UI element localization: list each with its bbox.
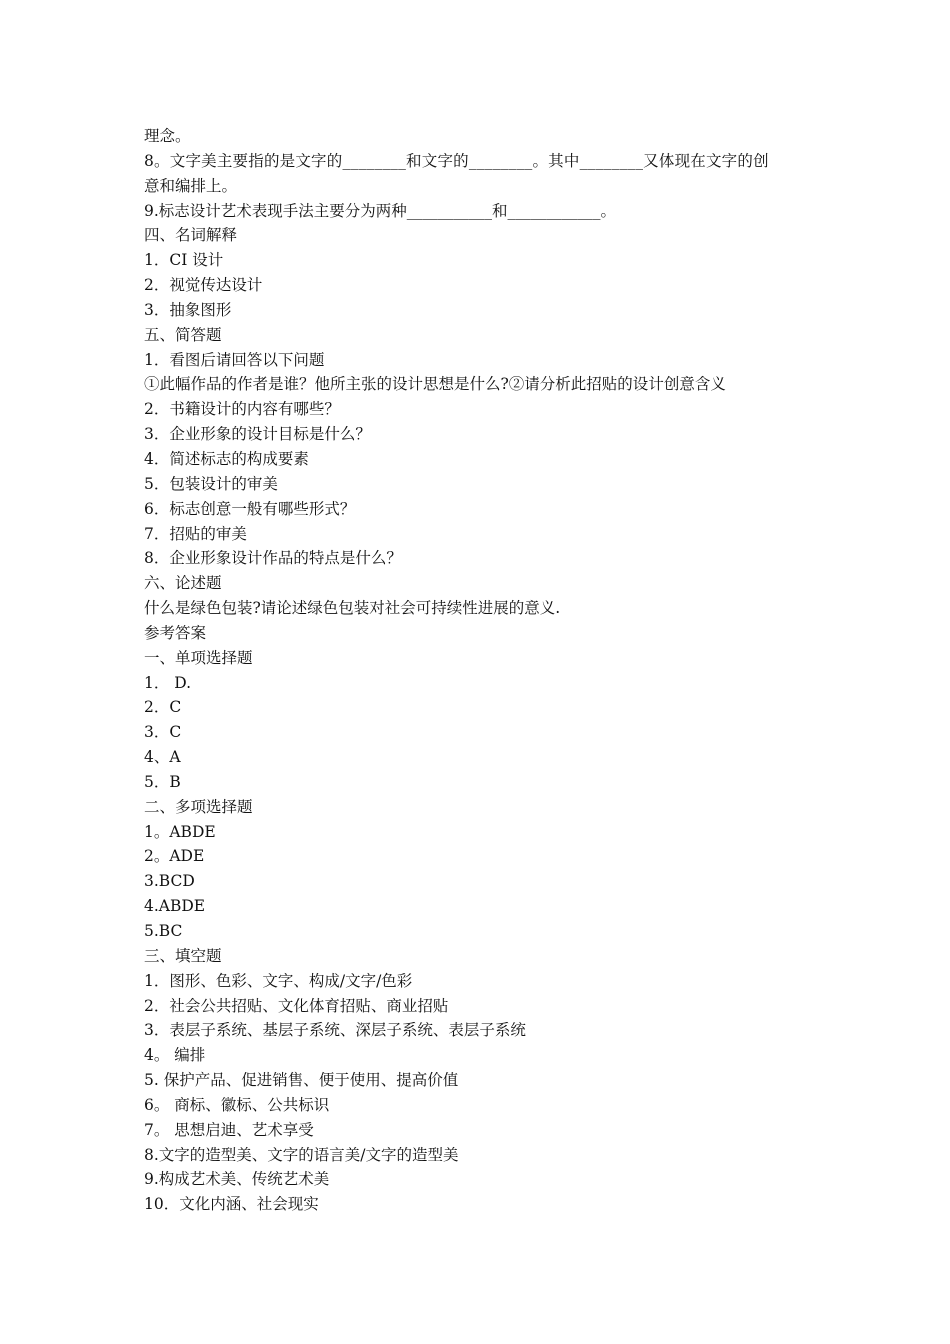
- answer-item: 4.ABDE: [144, 897, 206, 916]
- answer-item: 8.文字的造型美、文字的语言美/文字的造型美: [144, 1145, 459, 1164]
- answer-item: 5. 保护产品、促进销售、便于使用、提高价值: [144, 1071, 459, 1090]
- question-subitem: ①此幅作品的作者是谁？他所主张的设计思想是什么?②请分析此招贴的设计创意含义: [144, 375, 726, 394]
- answer-item: 2。ADE: [144, 847, 205, 866]
- fill-in-question-8: 8。文字美主要指的是文字的________和文字的________。其中________又体现在文字的创: [144, 151, 769, 170]
- section-heading: 一、单项选择题: [144, 648, 253, 667]
- question-item: 4．简述标志的构成要素: [144, 449, 309, 468]
- question-item: 3．企业形象的设计目标是什么？: [144, 425, 371, 444]
- text-line: 意和编排上。: [144, 176, 238, 195]
- question-item: 什么是绿色包装?请论述绿色包装对社会可持续性进展的意义.: [144, 599, 561, 618]
- answer-item: 2．社会公共招贴、文化体育招贴、商业招贴: [144, 996, 449, 1015]
- answer-item: 1．图形、色彩、文字、构成/文字/色彩: [144, 971, 413, 990]
- section-heading: 三、填空题: [144, 946, 222, 965]
- question-item: 3．抽象图形: [144, 300, 232, 319]
- answer-item: 3．C: [144, 723, 182, 742]
- answer-item: 5.BC: [144, 922, 183, 940]
- question-item: 5．包装设计的审美: [144, 474, 278, 493]
- document-page: [144, 124, 824, 1217]
- answer-item: 7。 思想启迪、艺术享受: [144, 1120, 314, 1139]
- section-heading: 四、名词解释: [144, 226, 238, 245]
- question-item: 8．企业形象设计作品的特点是什么？: [144, 549, 402, 568]
- answer-item: 3.BCD: [144, 872, 195, 891]
- question-item: 2．视觉传达设计: [144, 276, 263, 295]
- section-heading: 二、多项选择题: [144, 797, 253, 816]
- answer-item: 5．B: [144, 772, 181, 791]
- answer-item: 1． D.: [144, 673, 192, 692]
- question-item: 2．书籍设计的内容有哪些？: [144, 400, 340, 419]
- question-item: 1．看图后请回答以下问题: [144, 350, 325, 369]
- text-line: 理念。: [144, 127, 191, 145]
- answer-item: 4。 编排: [144, 1046, 206, 1065]
- answer-item: 9.构成艺术美、传统艺术美: [144, 1170, 330, 1189]
- question-item: 1．CI 设计: [144, 251, 224, 270]
- section-heading: 六、论述题: [144, 574, 222, 593]
- section-heading: 五、简答题: [144, 325, 222, 344]
- answer-item: 1。ABDE: [144, 822, 216, 841]
- question-item: 6．标志创意一般有哪些形式？: [144, 499, 356, 518]
- answers-heading: 参考答案: [144, 623, 207, 642]
- answer-item: 4、A: [144, 748, 181, 767]
- answer-item: 10．文化内涵、社会现实: [144, 1195, 319, 1214]
- answer-item: 2．C: [144, 698, 182, 717]
- question-item: 7．招贴的审美: [144, 524, 247, 543]
- fill-in-question-9: 9.标志设计艺术表现手法主要分为两种___________和____________。: [144, 201, 617, 220]
- answer-item: 6。 商标、徽标、公共标识: [144, 1095, 330, 1114]
- answer-item: 3．表层子系统、基层子系统、深层子系统、表层子系统: [144, 1021, 526, 1040]
